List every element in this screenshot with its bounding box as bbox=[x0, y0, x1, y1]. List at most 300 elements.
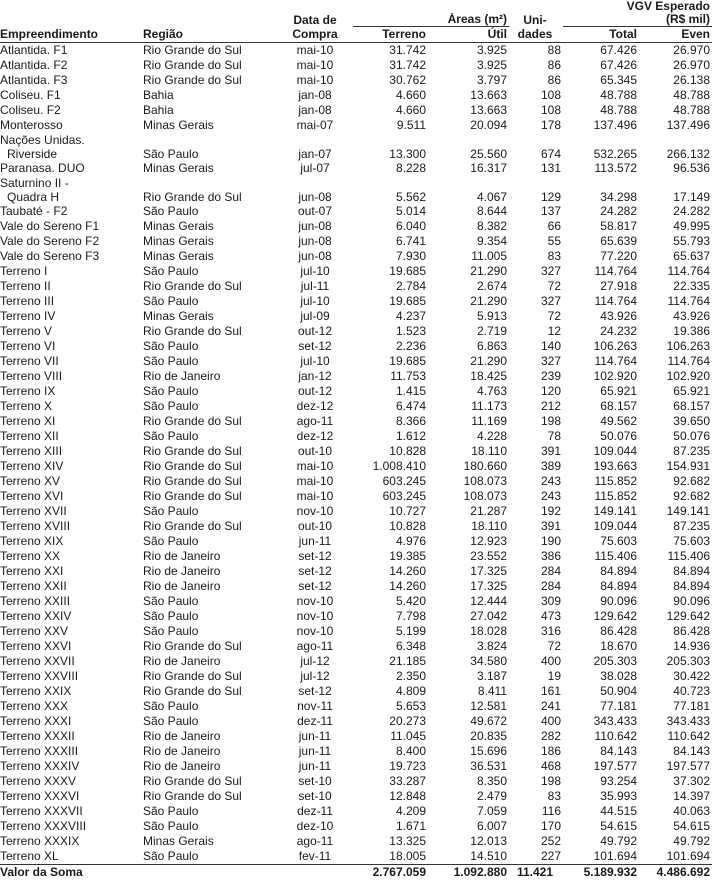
cell-even: 114.764 bbox=[639, 354, 712, 369]
table-row bbox=[0, 654, 712, 669]
table-row bbox=[0, 414, 712, 429]
cell-terreno: 8.228 bbox=[353, 161, 428, 176]
cell-data-compra: mai-07 bbox=[279, 118, 353, 133]
cell-util: 11.169 bbox=[428, 414, 509, 429]
empreendimento-line1: Terreno XVIII bbox=[0, 519, 141, 534]
table-row bbox=[0, 204, 712, 219]
cell-unidades: 170 bbox=[509, 819, 563, 834]
cell-terreno: 6.741 bbox=[353, 234, 428, 249]
table-row bbox=[0, 609, 712, 624]
table-row bbox=[0, 133, 712, 161]
cell-empreendimento bbox=[0, 444, 143, 459]
cell-data-compra: jul-12 bbox=[279, 669, 353, 684]
cell-terreno: 11.753 bbox=[353, 369, 428, 384]
cell-total: 84.894 bbox=[563, 564, 639, 579]
cell-total: 54.615 bbox=[563, 819, 639, 834]
empreendimento-line1: Terreno XVI bbox=[0, 489, 141, 504]
cell-unidades: 316 bbox=[509, 624, 563, 639]
cell-even: 205.303 bbox=[639, 654, 712, 669]
table-row bbox=[0, 699, 712, 714]
cell-data-compra: nov-10 bbox=[279, 594, 353, 609]
cell-even: 84.894 bbox=[639, 564, 712, 579]
cell-unidades: 241 bbox=[509, 699, 563, 714]
empreendimento-line1: Taubaté - F2 bbox=[0, 204, 141, 219]
cell-even: 92.682 bbox=[639, 474, 712, 489]
cell-even: 266.132 bbox=[639, 133, 712, 161]
cell-regiao: São Paulo bbox=[143, 264, 279, 279]
cell-total: 27.918 bbox=[563, 279, 639, 294]
cell-empreendimento bbox=[0, 519, 143, 534]
cell-terreno: 4.660 bbox=[353, 103, 428, 118]
cell-unidades: 284 bbox=[509, 579, 563, 594]
empreendimento-line1: Terreno IV bbox=[0, 309, 141, 324]
cell-empreendimento bbox=[0, 714, 143, 729]
cell-util: 25.560 bbox=[428, 133, 509, 161]
table-row bbox=[0, 161, 712, 176]
cell-util: 6.863 bbox=[428, 339, 509, 354]
table-row bbox=[0, 459, 712, 474]
cell-even: 102.920 bbox=[639, 369, 712, 384]
header-data-compra-line2: Compra bbox=[279, 27, 353, 43]
cell-util: 49.672 bbox=[428, 714, 509, 729]
table-row bbox=[0, 714, 712, 729]
cell-util: 18.110 bbox=[428, 519, 509, 534]
cell-regiao: Rio Grande do Sul bbox=[143, 279, 279, 294]
cell-total: 86.428 bbox=[563, 624, 639, 639]
cell-empreendimento bbox=[0, 339, 143, 354]
cell-unidades: 198 bbox=[509, 774, 563, 789]
cell-data-compra: out-10 bbox=[279, 444, 353, 459]
cell-total: 18.670 bbox=[563, 639, 639, 654]
table-row bbox=[0, 834, 712, 849]
cell-even: 14.397 bbox=[639, 789, 712, 804]
cell-regiao: São Paulo bbox=[143, 294, 279, 309]
cell-data-compra: jun-08 bbox=[279, 176, 353, 204]
table-row bbox=[0, 534, 712, 549]
header-data-compra-line1: Data de bbox=[279, 13, 353, 27]
totals-label: Valor da Soma bbox=[0, 865, 143, 880]
cell-empreendimento bbox=[0, 459, 143, 474]
cell-terreno: 8.366 bbox=[353, 414, 428, 429]
cell-util: 21.290 bbox=[428, 354, 509, 369]
cell-total: 93.254 bbox=[563, 774, 639, 789]
cell-total: 205.303 bbox=[563, 654, 639, 669]
cell-data-compra: nov-10 bbox=[279, 624, 353, 639]
cell-unidades: 468 bbox=[509, 759, 563, 774]
cell-regiao: Rio Grande do Sul bbox=[143, 58, 279, 73]
empreendimento-line1: Terreno I bbox=[0, 264, 141, 279]
table-header bbox=[0, 0, 712, 43]
cell-regiao: Minas Gerais bbox=[143, 234, 279, 249]
cell-unidades: 391 bbox=[509, 444, 563, 459]
cell-regiao: São Paulo bbox=[143, 819, 279, 834]
cell-util: 12.444 bbox=[428, 594, 509, 609]
cell-data-compra: jun-11 bbox=[279, 759, 353, 774]
totals-total: 5.189.932 bbox=[563, 865, 639, 880]
cell-util: 5.913 bbox=[428, 309, 509, 324]
cell-empreendimento bbox=[0, 699, 143, 714]
cell-data-compra: jul-09 bbox=[279, 309, 353, 324]
header-unidades-line2: dades bbox=[509, 27, 563, 43]
cell-unidades: 86 bbox=[509, 58, 563, 73]
cell-data-compra: out-07 bbox=[279, 204, 353, 219]
cell-util: 18.028 bbox=[428, 624, 509, 639]
cell-empreendimento bbox=[0, 474, 143, 489]
cell-util: 15.696 bbox=[428, 744, 509, 759]
cell-empreendimento bbox=[0, 103, 143, 118]
cell-unidades: 86 bbox=[509, 73, 563, 88]
cell-unidades: 178 bbox=[509, 118, 563, 133]
cell-regiao: São Paulo bbox=[143, 534, 279, 549]
cell-regiao: São Paulo bbox=[143, 133, 279, 161]
cell-empreendimento bbox=[0, 161, 143, 176]
empreendimento-line1: Terreno X bbox=[0, 399, 141, 414]
cell-terreno: 19.723 bbox=[353, 759, 428, 774]
cell-empreendimento bbox=[0, 219, 143, 234]
cell-util: 12.581 bbox=[428, 699, 509, 714]
table-row bbox=[0, 176, 712, 204]
table-body bbox=[0, 43, 712, 865]
cell-regiao: São Paulo bbox=[143, 804, 279, 819]
cell-data-compra: dez-12 bbox=[279, 429, 353, 444]
empreendimento-line1: Terreno XXXIV bbox=[0, 759, 141, 774]
cell-data-compra: jan-08 bbox=[279, 88, 353, 103]
cell-regiao: Rio Grande do Sul bbox=[143, 474, 279, 489]
cell-total: 44.515 bbox=[563, 804, 639, 819]
cell-even: 197.577 bbox=[639, 759, 712, 774]
cell-even: 77.181 bbox=[639, 699, 712, 714]
cell-util: 180.660 bbox=[428, 459, 509, 474]
cell-empreendimento bbox=[0, 534, 143, 549]
cell-unidades: 108 bbox=[509, 103, 563, 118]
cell-terreno: 5.562 bbox=[353, 176, 428, 204]
cell-util: 8.644 bbox=[428, 204, 509, 219]
cell-regiao: Rio de Janeiro bbox=[143, 579, 279, 594]
cell-empreendimento bbox=[0, 414, 143, 429]
cell-total: 49.562 bbox=[563, 414, 639, 429]
cell-terreno: 7.930 bbox=[353, 249, 428, 264]
cell-regiao: Minas Gerais bbox=[143, 219, 279, 234]
cell-regiao: Rio de Janeiro bbox=[143, 729, 279, 744]
cell-even: 26.970 bbox=[639, 43, 712, 59]
empreendimento-line1: Terreno VI bbox=[0, 339, 141, 354]
table-row bbox=[0, 819, 712, 834]
cell-data-compra: set-12 bbox=[279, 339, 353, 354]
cell-unidades: 19 bbox=[509, 669, 563, 684]
cell-total: 129.642 bbox=[563, 609, 639, 624]
cell-total: 115.852 bbox=[563, 489, 639, 504]
table-row bbox=[0, 504, 712, 519]
empreendimento-line1: Nações Unidas. bbox=[0, 133, 141, 147]
cell-unidades: 78 bbox=[509, 429, 563, 444]
cell-total: 77.220 bbox=[563, 249, 639, 264]
cell-regiao: Bahia bbox=[143, 103, 279, 118]
cell-terreno: 1.415 bbox=[353, 384, 428, 399]
cell-empreendimento bbox=[0, 609, 143, 624]
cell-data-compra: set-12 bbox=[279, 684, 353, 699]
empreendimento-line1: Terreno VII bbox=[0, 354, 141, 369]
cell-empreendimento bbox=[0, 133, 143, 161]
cell-terreno: 18.005 bbox=[353, 849, 428, 865]
empreendimento-line1: Terreno XXXVII bbox=[0, 804, 141, 819]
cell-total: 115.406 bbox=[563, 549, 639, 564]
cell-util: 7.059 bbox=[428, 804, 509, 819]
cell-util: 8.382 bbox=[428, 219, 509, 234]
cell-data-compra: mai-10 bbox=[279, 73, 353, 88]
cell-unidades: 243 bbox=[509, 489, 563, 504]
cell-terreno: 11.045 bbox=[353, 729, 428, 744]
empreendimento-line1: Terreno XXIII bbox=[0, 594, 141, 609]
table-row bbox=[0, 444, 712, 459]
cell-even: 17.149 bbox=[639, 176, 712, 204]
cell-data-compra: dez-11 bbox=[279, 804, 353, 819]
totals-even: 4.486.692 bbox=[639, 865, 712, 880]
empreendimento-line1: Terreno II bbox=[0, 279, 141, 294]
empreendimento-line1: Terreno XXVIII bbox=[0, 669, 141, 684]
table-row bbox=[0, 369, 712, 384]
table-row bbox=[0, 384, 712, 399]
cell-util: 17.325 bbox=[428, 564, 509, 579]
cell-data-compra: jan-07 bbox=[279, 133, 353, 161]
empreendimento-line2: Riverside bbox=[0, 147, 141, 161]
cell-empreendimento bbox=[0, 309, 143, 324]
cell-terreno: 12.848 bbox=[353, 789, 428, 804]
cell-regiao: Minas Gerais bbox=[143, 161, 279, 176]
cell-util: 3.925 bbox=[428, 43, 509, 59]
empreendimento-line1: Terreno XXXIII bbox=[0, 744, 141, 759]
empreendimento-line1: Terreno XXI bbox=[0, 564, 141, 579]
cell-unidades: 120 bbox=[509, 384, 563, 399]
cell-terreno: 31.742 bbox=[353, 58, 428, 73]
cell-terreno: 6.348 bbox=[353, 639, 428, 654]
cell-regiao: Rio Grande do Sul bbox=[143, 519, 279, 534]
cell-empreendimento bbox=[0, 369, 143, 384]
header-empty bbox=[0, 13, 143, 27]
cell-util: 12.923 bbox=[428, 534, 509, 549]
cell-regiao: Rio Grande do Sul bbox=[143, 414, 279, 429]
cell-even: 106.263 bbox=[639, 339, 712, 354]
cell-terreno: 5.199 bbox=[353, 624, 428, 639]
cell-util: 21.287 bbox=[428, 504, 509, 519]
empreendimento-line2: Quadra H bbox=[0, 190, 141, 204]
cell-terreno: 14.260 bbox=[353, 564, 428, 579]
table-row bbox=[0, 729, 712, 744]
cell-terreno: 2.784 bbox=[353, 279, 428, 294]
cell-empreendimento bbox=[0, 429, 143, 444]
empreendimento-line1: Terreno XXXVIII bbox=[0, 819, 141, 834]
cell-regiao: São Paulo bbox=[143, 699, 279, 714]
cell-total: 101.694 bbox=[563, 849, 639, 865]
cell-even: 22.335 bbox=[639, 279, 712, 294]
cell-total: 35.993 bbox=[563, 789, 639, 804]
cell-total: 49.792 bbox=[563, 834, 639, 849]
empreendimento-line1: Terreno XVII bbox=[0, 504, 141, 519]
totals-row bbox=[0, 865, 712, 880]
cell-empreendimento bbox=[0, 384, 143, 399]
cell-total: 114.764 bbox=[563, 354, 639, 369]
cell-empreendimento bbox=[0, 669, 143, 684]
empreendimento-line1: Coliseu. F2 bbox=[0, 103, 141, 118]
cell-data-compra: dez-11 bbox=[279, 714, 353, 729]
cell-total: 532.265 bbox=[563, 133, 639, 161]
cell-empreendimento bbox=[0, 249, 143, 264]
cell-even: 50.076 bbox=[639, 429, 712, 444]
header-empty bbox=[509, 0, 563, 13]
cell-data-compra: mai-10 bbox=[279, 43, 353, 59]
cell-terreno: 4.237 bbox=[353, 309, 428, 324]
cell-util: 18.425 bbox=[428, 369, 509, 384]
empreendimento-line1: Terreno XXII bbox=[0, 579, 141, 594]
table-row bbox=[0, 399, 712, 414]
cell-empreendimento bbox=[0, 624, 143, 639]
cell-unidades: 88 bbox=[509, 43, 563, 59]
cell-even: 49.995 bbox=[639, 219, 712, 234]
cell-regiao: Rio de Janeiro bbox=[143, 654, 279, 669]
cell-unidades: 282 bbox=[509, 729, 563, 744]
table-row bbox=[0, 579, 712, 594]
cell-util: 3.187 bbox=[428, 669, 509, 684]
cell-total: 102.920 bbox=[563, 369, 639, 384]
cell-empreendimento bbox=[0, 234, 143, 249]
cell-unidades: 66 bbox=[509, 219, 563, 234]
cell-unidades: 72 bbox=[509, 279, 563, 294]
cell-empreendimento bbox=[0, 789, 143, 804]
cell-empreendimento bbox=[0, 774, 143, 789]
header-empty bbox=[353, 0, 428, 13]
cell-terreno: 19.685 bbox=[353, 354, 428, 369]
cell-regiao: Minas Gerais bbox=[143, 834, 279, 849]
cell-data-compra: dez-10 bbox=[279, 819, 353, 834]
cell-terreno: 2.350 bbox=[353, 669, 428, 684]
cell-empreendimento bbox=[0, 504, 143, 519]
cell-data-compra: set-10 bbox=[279, 774, 353, 789]
cell-empreendimento bbox=[0, 88, 143, 103]
cell-util: 6.007 bbox=[428, 819, 509, 834]
empreendimento-line1: Terreno V bbox=[0, 324, 141, 339]
cell-regiao: Rio Grande do Sul bbox=[143, 639, 279, 654]
cell-terreno: 10.828 bbox=[353, 519, 428, 534]
cell-empreendimento bbox=[0, 579, 143, 594]
empreendimento-line1: Terreno XXV bbox=[0, 624, 141, 639]
cell-unidades: 391 bbox=[509, 519, 563, 534]
cell-even: 86.428 bbox=[639, 624, 712, 639]
cell-even: 87.235 bbox=[639, 444, 712, 459]
cell-terreno: 1.671 bbox=[353, 819, 428, 834]
table-row bbox=[0, 474, 712, 489]
table-row bbox=[0, 339, 712, 354]
cell-total: 24.232 bbox=[563, 324, 639, 339]
table-row bbox=[0, 789, 712, 804]
cell-util: 20.094 bbox=[428, 118, 509, 133]
cell-util: 4.763 bbox=[428, 384, 509, 399]
cell-unidades: 327 bbox=[509, 294, 563, 309]
cell-terreno: 1.008.410 bbox=[353, 459, 428, 474]
cell-empreendimento bbox=[0, 849, 143, 865]
empreendimento-line1: Paranasa. DUO bbox=[0, 161, 141, 176]
header-unidades-line1: Uni- bbox=[509, 13, 563, 27]
cell-unidades: 131 bbox=[509, 161, 563, 176]
table-row bbox=[0, 88, 712, 103]
cell-regiao: Rio de Janeiro bbox=[143, 369, 279, 384]
table-row bbox=[0, 744, 712, 759]
cell-total: 58.817 bbox=[563, 219, 639, 234]
cell-total: 48.788 bbox=[563, 103, 639, 118]
cell-util: 21.290 bbox=[428, 264, 509, 279]
cell-even: 90.096 bbox=[639, 594, 712, 609]
header-regiao: Região bbox=[143, 27, 279, 43]
cell-data-compra: jun-08 bbox=[279, 249, 353, 264]
cell-even: 37.302 bbox=[639, 774, 712, 789]
cell-util: 13.663 bbox=[428, 88, 509, 103]
cell-data-compra: jan-08 bbox=[279, 103, 353, 118]
cell-data-compra: ago-11 bbox=[279, 639, 353, 654]
cell-empreendimento bbox=[0, 354, 143, 369]
table-row bbox=[0, 594, 712, 609]
empreendimento-line1: Terreno XXVI bbox=[0, 639, 141, 654]
totals-empty bbox=[143, 865, 279, 880]
header-empreendimento: Empreendimento bbox=[0, 27, 143, 43]
cell-util: 8.411 bbox=[428, 684, 509, 699]
cell-regiao: Rio Grande do Sul bbox=[143, 774, 279, 789]
cell-total: 68.157 bbox=[563, 399, 639, 414]
table-row bbox=[0, 564, 712, 579]
cell-total: 114.764 bbox=[563, 264, 639, 279]
cell-unidades: 252 bbox=[509, 834, 563, 849]
cell-data-compra: jun-11 bbox=[279, 534, 353, 549]
empreendimento-line1: Terreno XXXVI bbox=[0, 789, 141, 804]
empreendimento-line1: Terreno XIV bbox=[0, 459, 141, 474]
cell-util: 9.354 bbox=[428, 234, 509, 249]
cell-regiao: São Paulo bbox=[143, 849, 279, 865]
cell-total: 50.076 bbox=[563, 429, 639, 444]
cell-terreno: 4.209 bbox=[353, 804, 428, 819]
cell-terreno: 2.236 bbox=[353, 339, 428, 354]
cell-terreno: 5.653 bbox=[353, 699, 428, 714]
cell-regiao: Rio Grande do Sul bbox=[143, 444, 279, 459]
cell-unidades: 137 bbox=[509, 204, 563, 219]
cell-total: 77.181 bbox=[563, 699, 639, 714]
cell-data-compra: jul-11 bbox=[279, 279, 353, 294]
cell-util: 20.835 bbox=[428, 729, 509, 744]
cell-unidades: 212 bbox=[509, 399, 563, 414]
cell-total: 38.028 bbox=[563, 669, 639, 684]
empreendimento-line1: Coliseu. F1 bbox=[0, 88, 141, 103]
cell-regiao: São Paulo bbox=[143, 354, 279, 369]
header-vgv-line2: (R$ mil) bbox=[563, 13, 712, 27]
cell-data-compra: mai-10 bbox=[279, 459, 353, 474]
cell-even: 65.637 bbox=[639, 249, 712, 264]
cell-terreno: 8.400 bbox=[353, 744, 428, 759]
cell-terreno: 6.474 bbox=[353, 399, 428, 414]
cell-total: 43.926 bbox=[563, 309, 639, 324]
cell-unidades: 12 bbox=[509, 324, 563, 339]
cell-terreno: 31.742 bbox=[353, 43, 428, 59]
cell-even: 49.792 bbox=[639, 834, 712, 849]
cell-regiao: Rio Grande do Sul bbox=[143, 684, 279, 699]
cell-empreendimento bbox=[0, 744, 143, 759]
table-row bbox=[0, 249, 712, 264]
cell-regiao: Rio Grande do Sul bbox=[143, 789, 279, 804]
cell-terreno: 19.685 bbox=[353, 264, 428, 279]
cell-unidades: 400 bbox=[509, 714, 563, 729]
cell-terreno: 30.762 bbox=[353, 73, 428, 88]
cell-even: 65.921 bbox=[639, 384, 712, 399]
header-empty bbox=[143, 0, 279, 13]
cell-even: 55.793 bbox=[639, 234, 712, 249]
cell-terreno: 4.660 bbox=[353, 88, 428, 103]
cell-util: 34.580 bbox=[428, 654, 509, 669]
cell-util: 3.797 bbox=[428, 73, 509, 88]
